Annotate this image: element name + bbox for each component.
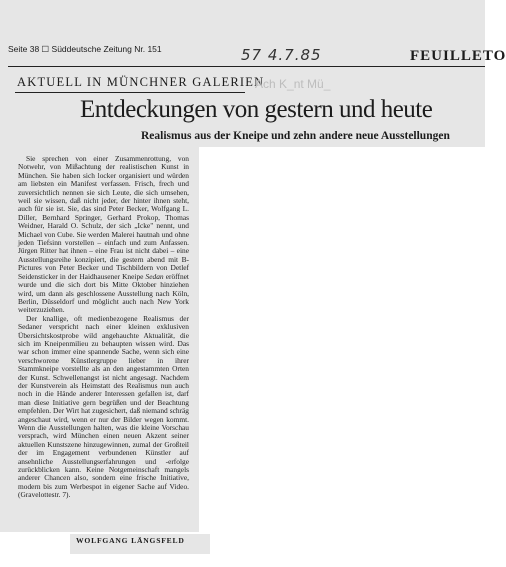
headline: Entdeckungen von gestern und heute — [80, 96, 433, 123]
clipping-header-area — [0, 0, 485, 147]
article-body — [18, 155, 189, 500]
author-signature: WOLFGANG LÄNGSFELD — [76, 536, 185, 545]
paragraph-1-continued: eröffnet wurde und die sich dort bis Mitte Oktober hinziehen wird, um dann als geschlossene Ausstellung nach Köln, Berlin, Düsseldorf und möglicht auch nach New York weiterzuziehen. — [18, 271, 189, 315]
kicker-rule — [15, 92, 245, 93]
paragraph-1 — [18, 155, 189, 315]
subheadline: Realismus aus der Kneipe und zehn andere neue Ausstellungen — [141, 130, 450, 142]
kicker: AKTUELL IN MÜNCHNER GALERIEN — [17, 75, 265, 89]
header-rule — [8, 66, 485, 67]
bleed-through-text: Ach K_nt Mü_ — [255, 77, 331, 91]
page-info: Seite 38 ☐ Süddeutsche Zeitung Nr. 151 — [8, 44, 162, 54]
handwritten-date: 57 4.7.85 — [241, 46, 322, 64]
paragraph-1-text: Sie sprechen von einer Zusammenrottung, von Notwehr, von Mißachtung der realistischen Kunst in München. Sie haben sich locker organisiert und würden am liebsten ein Manifest verfassen. Frisch, frech und zuversichtlich nennen sie sich Leute, die sich umsehen, weil sie wissen, daß nicht jeder, der hinter ihnen steht, auch für sie ist. Sie, das sind Peter Becker, Wolfgang L. Diller, Bernhard Springer, Gerhard Prokop, Thomas Weidner, Harald O. Schulz, der sich „Icke" nennt, und Michael von Cube. Sie werden Malerei hautnah und ohne jeden Tiefsinn vorstellen – einfach und zum Anfassen. Jürgen Ritter hat ihnen – eine Frau ist nicht dabei – eine Ausstellungsreihe konzipiert, die gestern abend mit B-Pictures von Peter Becker und Tischbildern von Detlef Seidensticker in der Haidhausener Kneipe — [18, 154, 189, 281]
paragraph-2: Der knallige, oft medienbezogene Realismus der Sedaner verspricht nach einer kleinen exklusiven Übersichtskostprobe wild angehauchte Aktualität, die sich im Kneipenmilieu zu behaupten wissen wird. Das war schon immer eine spannende Sache, wenn sich eine verschworene Künstlergruppe lieber in ihrer Stammkneipe vorstellte als an den angestammten Orten der Kunst. Schwellenangst ist nicht angesagt. Nachdem der Kunstverein als Heimstatt des Realismus nun auch noch in die Hände anderer Interessen gefallen ist, darf man diese Initiative gern begrüßen und der Beachtung empfehlen. Der Wirt hat zugesichert, daß niemand schräg angeschaut wird, wenn er nur der Bilder wegen kommt. Wenn die Ausstellungen halten, was die kleine Vorschau versprach, wird München einen neuen Akzent seiner aktuellen Kunstszene hinzugewinnen, zumal der Großteil der im Engagement verbundenen Künstler auf ansehnliche Ausstellungserfahrungen und -erfolge zurückblicken kann. Keine Notgemeinschaft mangels anderer Chancen also, sondern eine frische Initiative, modern bis zum Werbespot in eigener Sache auf Video. (Gravelottestr. 7). — [18, 313, 189, 500]
venue-name: Sedan — [145, 271, 164, 281]
section-name: FEUILLETO — [410, 48, 506, 64]
